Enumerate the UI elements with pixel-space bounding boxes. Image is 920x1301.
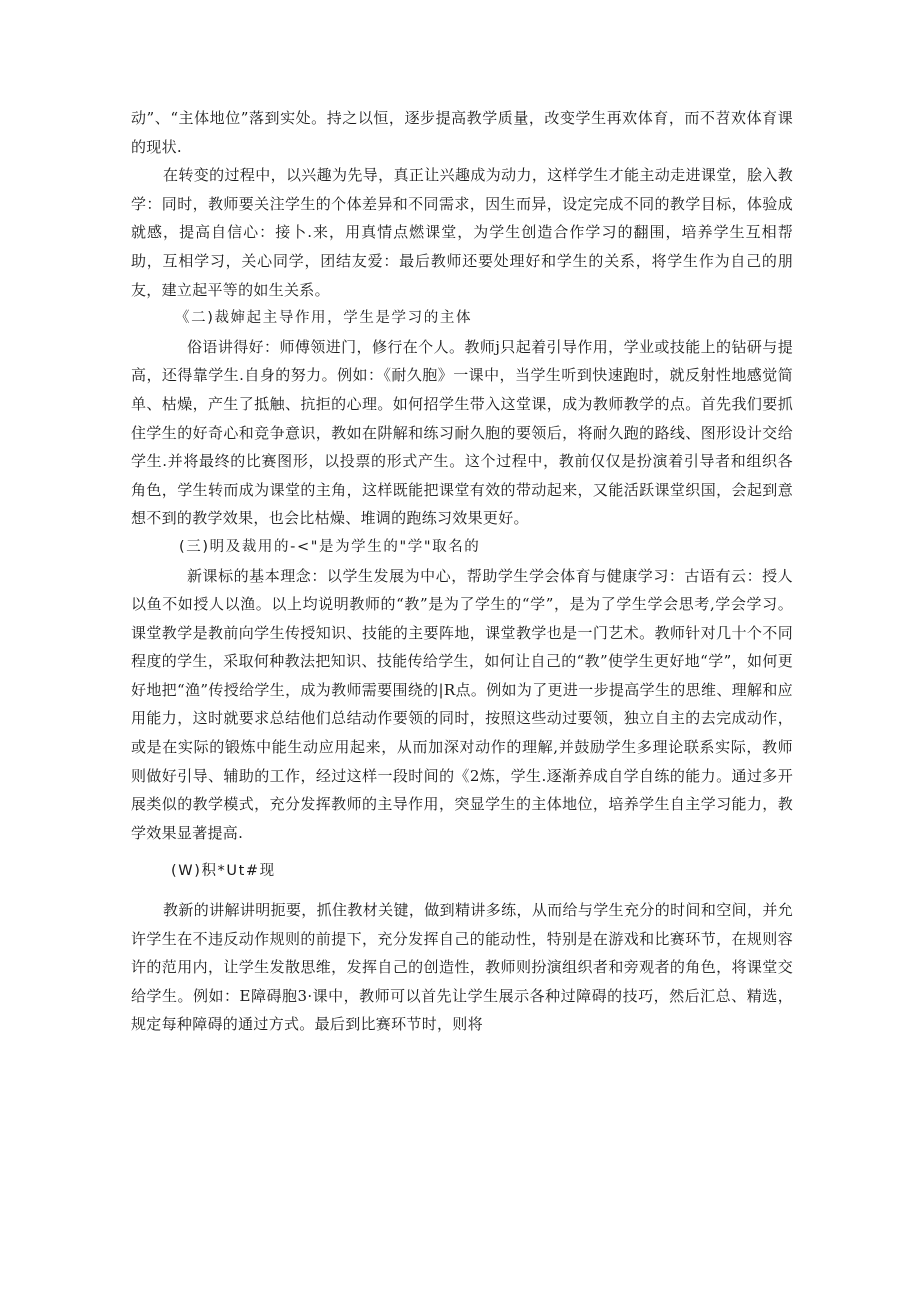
paragraph-interest-guidance: 在转变的过程中，以兴趣为先导，真正让兴趣成为动力，这样学生才能主动走进课堂，脍入教学：同时，教师要关注学生的个体差异和不同需求，因生而异，设定完成不同的教学目标，体验成就感，提高自信心：接卜.来，用真情点燃课堂，为学生创造合作学习的翻围，培养学生互相帮助，互相学习，关心同学，团结友爱：最后教师还要处理好和学生的关系，将学生作为自己的朋友，建立起平等的如生关系。 bbox=[131, 166, 793, 299]
paragraph-concise-explanation: 教新的讲解讲明扼要，抓住教材关键，做到精讲多练，从而给与学生充分的时间和空间，并允许学生在不违反动作规则的前提下，充分发挥自己的能动性，特别是在游戏和比赛环节，在规则容许的范用内，让学生发散思维，发挥自己的创造性，教师则扮演组织者和旁观者的角色，将课堂交给学生。例如：E障碍胞3·课中，教师可以首先让学生展示各种过障碍的技巧，然后汇总、精选，规定每种障碍的通过方式。最后到比赛环节时，则将 bbox=[131, 901, 793, 1034]
section-heading-three: (三)明及裁用的-<"是为学生的"学"取名的 bbox=[179, 538, 481, 555]
paragraph-teacher-guidance: 俗语讲得好：师傅领进门，修行在个人。教师j只起着引导作用，学业或技能上的钻研与提高，还得靠学生.自身的努力。例如：《耐久胞》一课中，当学生听到快速跑时，就反射性地感觉简单、枯燥，产生了抵触、抗拒的心理。如何招学生带入这堂课，成为教师教学的点。首先我们要抓住学生的好奇心和竞争意识，教如在阱解和练习耐久胞的要领后，将耐久跑的路线、图形设计交给学生.并将最终的比赛图形，以投票的形式产生。这个过程中，教前仅仅是扮演着引导者和组织各角色，学生转而成为课堂的主角，这样既能把课堂有效的带动起来，又能活跃课堂织国，会起到意想不到的教学效果，也会比枯燥、堆调的跑练习效果更好。 bbox=[131, 337, 793, 528]
document-body bbox=[131, 104, 793, 1039]
section-heading-two: 《二)裁婶起主导作用，学生是学习的主体 bbox=[175, 310, 473, 327]
paragraph-new-curriculum: 新课标的基本理念：以学生发展为中心，帮助学生学会体育与健康学习：古语有云：授人以鱼不如授人以渔。以上均说明教师的“教”是为了学生的“学”，是为了学生学会思考,学会学习。课堂教学是教前向学生传授知识、技能的主要阵地，课堂教学也是一门艺术。教师针对几十个不同程度的学生，采取何种教法把知识、技能传给学生，如何让自己的“教”使学生更好地“学”，如何更好地把“渔”传授给学生，成为教师需要围绕的|R点。例如为了更进一步提高学生的思维、理解和应用能力，这时就要求总结他们总结动作要领的同时，按照这些动过要领，独立自主的去完成动作，或是在实际的锻炼中能生动应用起来，从而加深对动作的理解,并鼓励学生多理论联系实际，教师则做好引导、辅助的工作，经过这样一段时间的《2炼，学生.逐渐养成自学自练的能力。通过多开展类似的教学模式，充分发挥教师的主导作用，突显学生的主体地位，培养学生自主学习能力，教学效果显著提高. bbox=[131, 566, 793, 842]
paragraph-continuation: 动”、“主体地位”落到实处。持之以恒，逐步提高教学质量，改变学生再欢体育，而不苕欢体育课的现状. bbox=[131, 109, 793, 156]
section-heading-four: (W)积*Ut#现 bbox=[171, 863, 276, 880]
